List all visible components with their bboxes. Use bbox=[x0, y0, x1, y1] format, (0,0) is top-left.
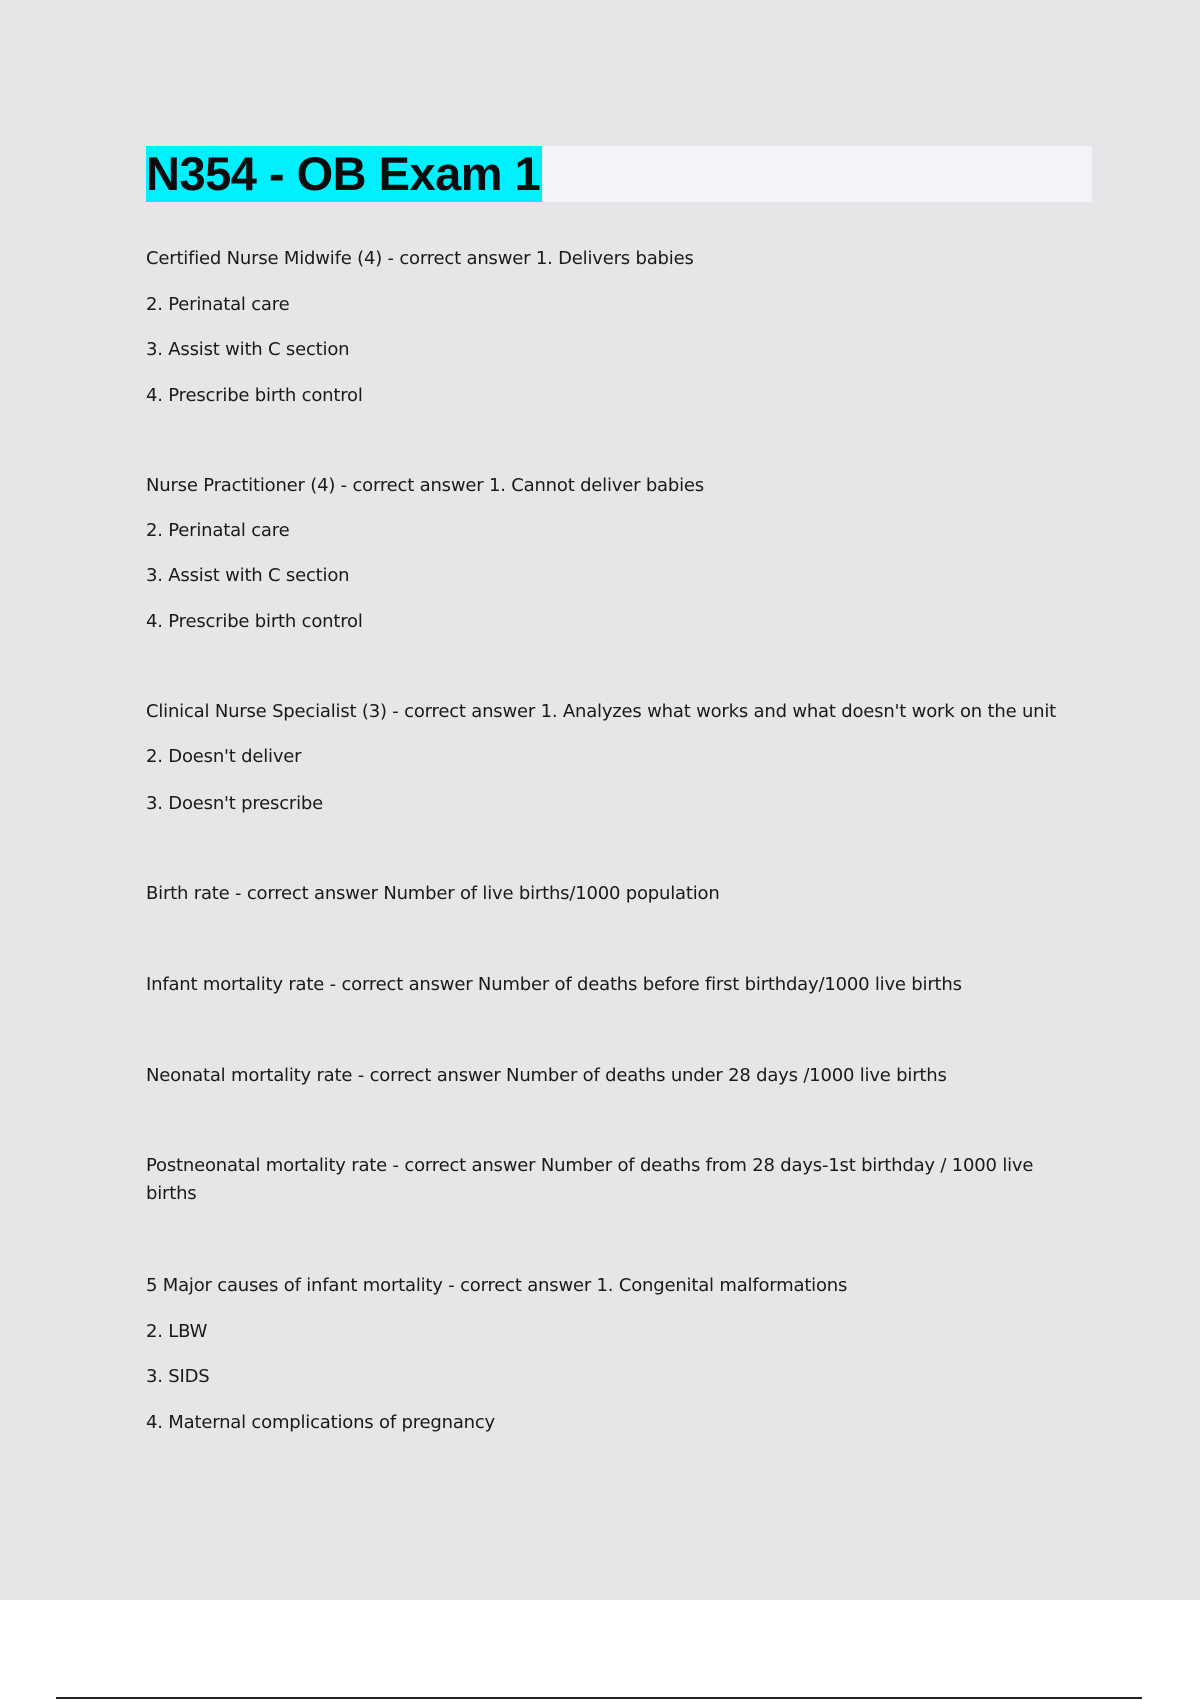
text-line: 4. Maternal complications of pregnancy bbox=[146, 1412, 496, 1433]
text-line: Neonatal mortality rate - correct answer Number of deaths under 28 days /1000 live births bbox=[146, 1065, 947, 1086]
text-line: 3. Doesn't prescribe bbox=[146, 793, 324, 814]
text-line: Certified Nurse Midwife (4) - correct answer 1. Delivers babies bbox=[146, 248, 694, 269]
text-line: 3. SIDS bbox=[146, 1366, 210, 1387]
text-line: Nurse Practitioner (4) - correct answer 1. Cannot deliver babies bbox=[146, 475, 704, 496]
text-line: Postneonatal mortality rate - correct answer Number of deaths from 28 days-1st birthday / 1000 live births bbox=[146, 1155, 1034, 1204]
footer-divider bbox=[56, 1697, 1142, 1699]
text-line: Birth rate - correct answer Number of live births/1000 population bbox=[146, 883, 720, 904]
text-line: 2. Doesn't deliver bbox=[146, 746, 302, 767]
text-line: 2. Perinatal care bbox=[146, 294, 290, 315]
text-line: 2. Perinatal care bbox=[146, 520, 290, 541]
text-line: 4. Prescribe birth control bbox=[146, 385, 363, 406]
text-line: Infant mortality rate - correct answer Number of deaths before first birthday/1000 live births bbox=[146, 974, 962, 995]
text-line: 4. Prescribe birth control bbox=[146, 611, 363, 632]
text-line: 3. Assist with C section bbox=[146, 565, 350, 586]
page-title: N354 - OB Exam 1 bbox=[146, 147, 541, 200]
text-line: 2. LBW bbox=[146, 1321, 208, 1342]
text-line: Clinical Nurse Specialist (3) - correct answer 1. Analyzes what works and what doesn't work on the unit bbox=[146, 701, 1057, 722]
text-line: 3. Assist with C section bbox=[146, 339, 350, 360]
text-line: 5 Major causes of infant mortality - correct answer 1. Congenital malformations bbox=[146, 1275, 848, 1296]
